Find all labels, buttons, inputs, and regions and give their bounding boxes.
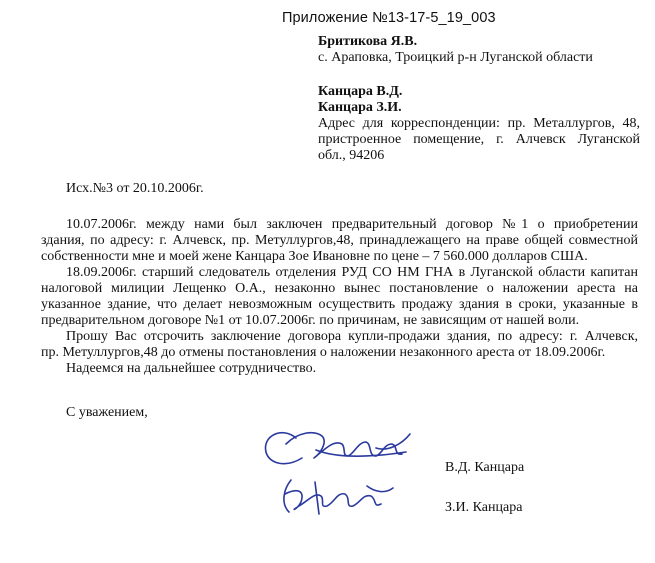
sender-address-line: пристроенное помещение, г. Алчевск Луганской (318, 132, 640, 147)
addressee-name: Бритикова Я.В. (318, 34, 418, 49)
annex-label: Приложение №13-17-5_19_003 (282, 10, 496, 26)
body-line: Прошу Вас отсрочить заключение договора купли-продажи здания, по адресу: г. Алчевск, (66, 329, 638, 344)
sender-address-line: Адрес для корреспонденции: пр. Металлургов, 48, (318, 116, 640, 131)
sender-name-2: Канцара З.И. (318, 100, 402, 115)
body-line: 10.07.2006г. между нами был заключен предварительный договор №1 о приобретении (66, 217, 638, 232)
body-line: указанное здание, что делает невозможным осуществить продажу здания в сроки, указанные в (41, 297, 638, 312)
body-line: Надеемся на дальнейшее сотрудничество. (66, 361, 317, 376)
signature-1-name: В.Д. Канцара (445, 460, 525, 475)
body-line: 18.09.2006г. старший следователь отделения РУД СО НМ ГНА в Луганской области капитан (66, 265, 638, 280)
body-line: пр. Метуллургов,48 до отмены постановления о наложении незаконного ареста от 18.09.2006г. (41, 345, 606, 360)
sender-name-1: Канцара В.Д. (318, 84, 403, 99)
body-line: здания, по адресу: г. Алчевск, пр. Метуллургов,48, принадлежащего на праве общей совместной (41, 233, 638, 248)
body-line: предварительном договоре №1 от 10.07.2006г. по причинам, не зависящим от нашей воли. (41, 313, 580, 328)
signature-2-name: З.И. Канцара (445, 500, 523, 515)
signature-1-image (256, 418, 426, 478)
closing-phrase: С уважением, (66, 405, 148, 420)
sender-address-line: обл., 94206 (318, 148, 385, 163)
body-line: собственности мне и моей жене Канцара Зое Ивановне по цене – 7 560.000 долларов США. (41, 249, 588, 264)
outgoing-reference: Исх.№3 от 20.10.2006г. (66, 181, 204, 196)
signature-2-image (275, 474, 400, 520)
addressee-address: с. Араповка, Троицкий р-н Луганской области (318, 50, 593, 65)
body-line: налоговой милиции Лещенко О.А., незаконно вынес постановление о наложении ареста на (41, 281, 638, 296)
